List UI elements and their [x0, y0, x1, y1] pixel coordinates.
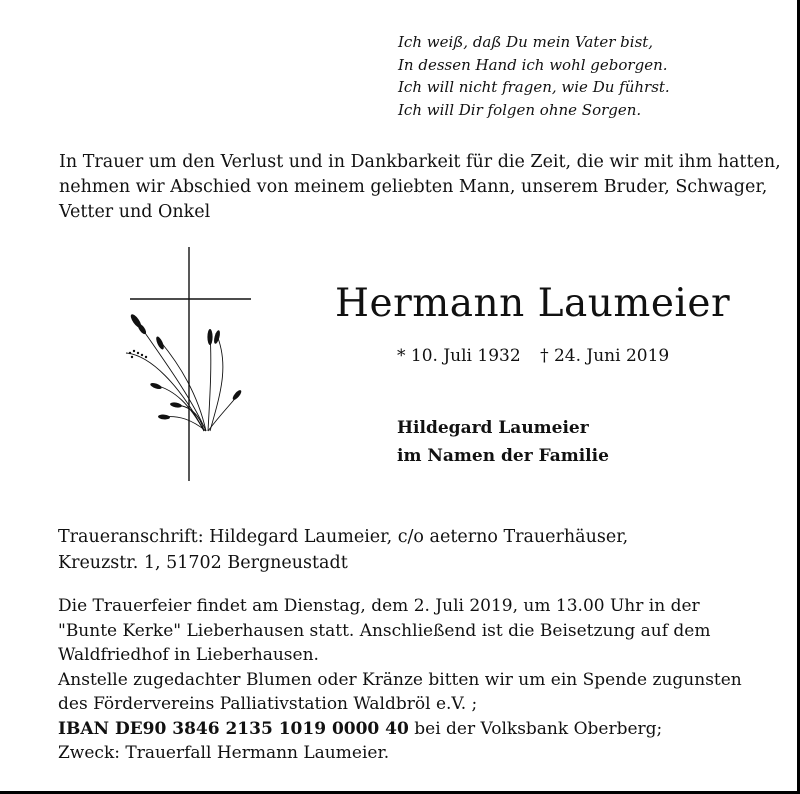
bank-name: bei der Volksbank Oberberg; [408, 718, 663, 739]
ceremony-line: des Fördervereins Palliativstation Waldbröl e.V. ; [58, 694, 478, 714]
address-line: Traueranschrift: Hildegard Laumeier, c/o aeterno Trauerhäuser, [58, 527, 629, 547]
ceremony-line: Die Trauerfeier findet am Dienstag, dem 2. Juli 2019, um 13.00 Uhr in der [58, 596, 700, 616]
mourning-address [58, 524, 628, 576]
intro-line: In Trauer um den Verlust und in Dankbarkeit für die Zeit, die wir mit ihm hatten, [59, 152, 781, 172]
death-date: † 24. Juni 2019 [540, 346, 670, 366]
birth-date: * 10. Juli 1932 [397, 346, 521, 366]
poem-line: In dessen Hand ich wohl geborgen. [398, 55, 668, 74]
iban-number: IBAN DE90 3846 2135 1019 0000 40 [58, 718, 409, 739]
poem-line: Ich weiß, daß Du mein Vater bist, [398, 33, 654, 51]
poem-line: Ich will Dir folgen ohne Sorgen. [398, 100, 642, 119]
life-dates [397, 346, 683, 366]
intro-line: Vetter und Onkel [59, 202, 211, 222]
deceased-name: Hermann Laumeier [335, 281, 731, 326]
donation-purpose: Zweck: Trauerfall Hermann Laumeier. [58, 743, 390, 763]
poem [398, 31, 698, 121]
ceremony-line: "Bunte Kerke" Lieberhausen statt. Anschließend ist die Beisetzung auf dem [58, 620, 711, 641]
intro-text [59, 150, 789, 225]
family-line: im Namen der Familie [397, 446, 609, 466]
family-line: Hildegard Laumeier [397, 418, 589, 438]
family-signature [397, 414, 609, 470]
cross-with-wheat-icon [120, 245, 260, 485]
ceremony-info [58, 594, 793, 766]
ceremony-line: Waldfriedhof in Lieberhausen. [58, 645, 319, 665]
iban-line [58, 717, 793, 742]
poem-line: Ich will nicht fragen, wie Du führst. [398, 78, 670, 96]
ceremony-line: Anstelle zugedachter Blumen oder Kränze bitten wir um ein Spende zugunsten [58, 669, 742, 690]
address-line: Kreuzstr. 1, 51702 Bergneustadt [58, 553, 348, 573]
intro-line: nehmen wir Abschied von meinem geliebten Mann, unserem Bruder, Schwager, [59, 177, 768, 197]
